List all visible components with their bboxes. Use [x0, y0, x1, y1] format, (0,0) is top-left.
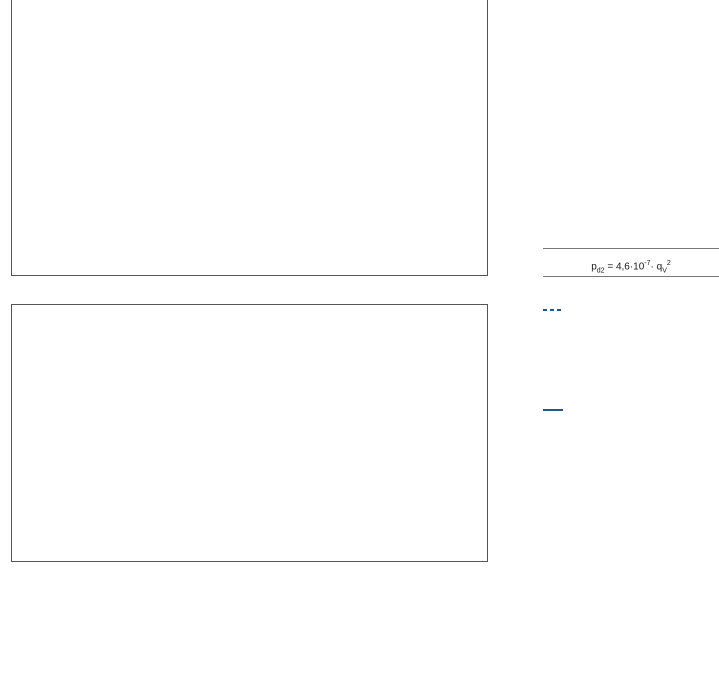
pressure-chart-panel [11, 0, 488, 276]
dynamic-pressure-formula: $p_{d2} = 4,6\cdot 10^{-7}\cdot q_V^2$ [543, 250, 719, 277]
solid-line-icon [543, 406, 563, 414]
dashed-line-icon [543, 306, 563, 314]
performance-table [543, 0, 719, 249]
sound-chart-panel [11, 304, 488, 562]
pressure-chart [12, 0, 489, 277]
sound-chart [12, 305, 489, 563]
